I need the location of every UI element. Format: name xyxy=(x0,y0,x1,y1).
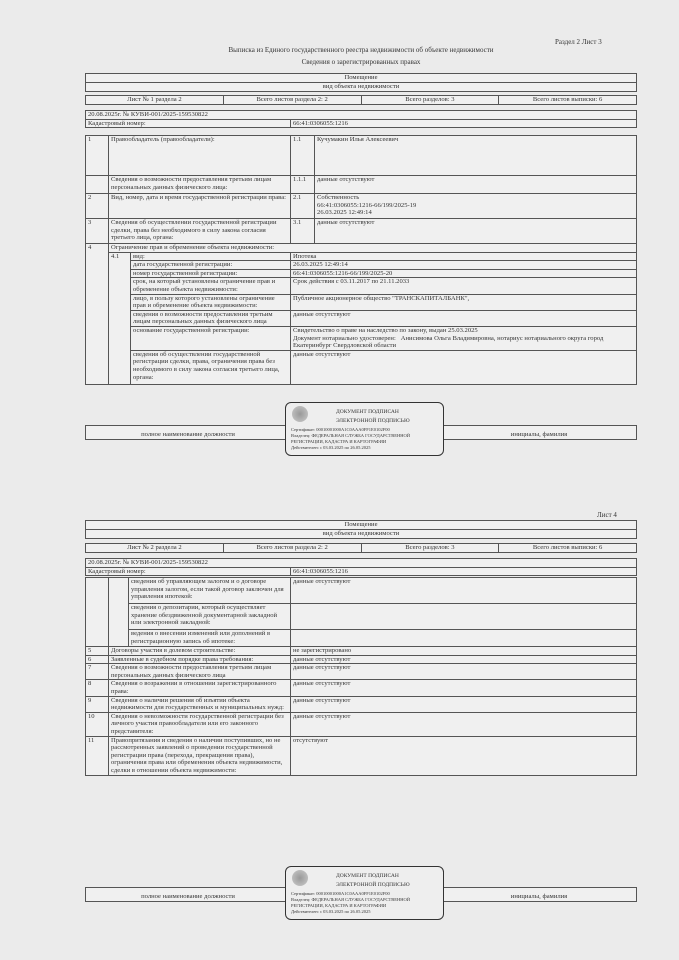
row-value: данные отсутствуют xyxy=(291,655,637,664)
coat-of-arms-icon xyxy=(292,406,308,422)
row-label: Правообладатель (правообладатели): xyxy=(109,136,291,176)
position-caption: полное наименование должности xyxy=(86,888,291,902)
stamp-owner2: РЕГИСТРАЦИИ, КАДАСТРА И КАРТОГРАФИИ xyxy=(291,439,387,444)
sheet-mark: Лист 4 xyxy=(597,511,617,519)
row-label: Сведения о наличии решения об изъятии объекта недвижимости для государственных и муниципальных нужд: xyxy=(109,696,291,712)
row-num: 7 xyxy=(86,664,109,680)
table-row xyxy=(86,680,637,696)
owner-name: Кучумакин Илья Алексеевич xyxy=(315,136,637,176)
cadastral-block xyxy=(85,558,637,576)
encumbrance-row xyxy=(86,604,637,630)
stamp-line2: ЭЛЕКТРОННОЙ ПОДПИСЬЮ xyxy=(336,418,410,424)
row-label: основание государственной регистрации: xyxy=(131,326,291,350)
table-row xyxy=(86,696,637,712)
date-number: 20.08.2025г. № КУВИ-001/2025-159530822 xyxy=(86,559,637,568)
object-type: Помещение xyxy=(86,74,637,83)
sheet-info-row xyxy=(85,543,637,553)
row-sub: 4.1 xyxy=(109,252,131,384)
row-value: не зарегистрировано xyxy=(291,647,637,656)
table-row xyxy=(86,655,637,664)
coat-of-arms-icon xyxy=(292,870,308,886)
table-row xyxy=(86,219,637,244)
object-type-caption: вид объекта недвижимости xyxy=(86,530,637,539)
row-label: номер государственной регистрации: xyxy=(131,269,291,278)
rights-table xyxy=(85,135,637,385)
row-value: Срок действия с 03.11.2017 по 21.11.2033 xyxy=(291,278,637,294)
table-row xyxy=(86,194,637,219)
notary-name: Анисимова Ольга Владимировна, нотариус нотариального округа город Екатеринбург Свердловской области xyxy=(293,334,604,350)
row-value: данные отсутствуют xyxy=(291,696,637,712)
encumbrance-row xyxy=(86,261,637,270)
total-sections: Всего разделов: 3 xyxy=(361,96,499,105)
encumbrance-row xyxy=(86,310,637,326)
encumbrance-row xyxy=(86,278,637,294)
row-label: Правопритязания и сведения о наличии поступивших, но не рассмотренных заявлений о проведении государственной регистрации права (перехода, прекращения права), ограничения права или обременения объекта недвижимости, сделки в отношении объекта недвижимости: xyxy=(109,736,291,775)
row-label: сведения об осуществлении государственной регистрации сделки, права, ограничения права без необходимого в силу закона согласия третьего лица, органа: xyxy=(131,350,291,384)
total-sheets: Всего листов выписки: 6 xyxy=(499,544,637,553)
table-row xyxy=(86,647,637,656)
rights-table-continued xyxy=(85,577,637,776)
row-sub: 2.1 xyxy=(291,194,315,219)
row-num: 11 xyxy=(86,736,109,775)
row-value xyxy=(291,326,637,350)
object-type: Помещение xyxy=(86,521,637,530)
sheet-number: Лист № 2 раздела 2 xyxy=(86,544,224,553)
row-num: 2 xyxy=(86,194,109,219)
encumbrance-row xyxy=(86,326,637,350)
cadastral-label: Кадастровый номер: xyxy=(86,119,291,128)
stamp-valid: Действителен: с 03.03.2025 по 26.05.2025 xyxy=(291,445,371,450)
row-label: Договоры участия в долевом строительстве: xyxy=(109,647,291,656)
initials-caption: инициалы, фамилия xyxy=(442,888,637,902)
stamp-owner2: РЕГИСТРАЦИИ, КАДАСТРА И КАРТОГРАФИИ xyxy=(291,903,387,908)
row-label: срок, на который установлены ограничение прав и обременение объекта недвижимости: xyxy=(131,278,291,294)
initials-caption: инициалы, фамилия xyxy=(442,426,637,440)
table-row xyxy=(86,736,637,775)
stamp-line2: ЭЛЕКТРОННОЙ ПОДПИСЬЮ xyxy=(336,882,410,888)
cadastral-value: 66:41:0306055:1216 xyxy=(291,119,637,128)
encumbrance-row xyxy=(86,630,637,647)
total-sheets: Всего листов выписки: 6 xyxy=(499,96,637,105)
stamp-cert: Сертификат: 00010001000A1C0AAA0FF1E0102F00 xyxy=(291,891,390,896)
document-title: Выписка из Единого государственного реестра недвижимости об объекте недвижимости xyxy=(228,46,494,54)
notary xyxy=(293,335,634,350)
row-num: 9 xyxy=(86,696,109,712)
row-num: 4 xyxy=(86,244,109,385)
stamp-owner: Владелец: ФЕДЕРАЛЬНАЯ СЛУЖБА ГОСУДАРСТВЕННОЙ xyxy=(291,433,411,438)
row-num: 5 xyxy=(86,647,109,656)
row-label: сведения об управляющем залогом и о договоре управления залогом, если такой договор заключен для управления ипотекой: xyxy=(129,578,291,604)
stamp-line1: ДОКУМЕНТ ПОДПИСАН xyxy=(336,873,399,879)
row-sub: 1.1.1 xyxy=(291,176,315,194)
row-num: 1 xyxy=(86,136,109,176)
table-row xyxy=(86,664,637,680)
basis-doc: Свидетельство о праве на наследство по закону, выдан 25.03.2025 xyxy=(293,326,478,334)
row-value: отсутствуют xyxy=(291,736,637,775)
sheet-info-row xyxy=(85,95,637,105)
row-sub: 3.1 xyxy=(291,219,315,244)
right-type: Собственность xyxy=(317,194,360,201)
cadastral-block xyxy=(85,110,637,128)
stamp-line1: ДОКУМЕНТ ПОДПИСАН xyxy=(336,409,399,415)
row-value: данные отсутствуют xyxy=(291,664,637,680)
row-num: 3 xyxy=(86,219,109,244)
stamp-valid: Действителен: с 03.03.2025 по 26.05.2025 xyxy=(291,909,371,914)
row-sub: 1.1 xyxy=(291,136,315,176)
row-value: 66:41:0306055:1216-66/199/2025-20 xyxy=(291,269,637,278)
row-value: данные отсутствуют xyxy=(291,680,637,696)
row-value: данные отсутствуют xyxy=(291,578,637,604)
row-label: Заявленные в судебном порядке права требования: xyxy=(109,655,291,664)
section-sheets: Всего листов раздела 2: 2 xyxy=(223,544,361,553)
row-value: данные отсутствуют xyxy=(315,176,637,194)
encumbrance-row xyxy=(86,252,637,261)
row-num: 6 xyxy=(86,655,109,664)
row-label: сведения о депозитарии, который осуществляет хранение обездвиженной документарной закладной или электронной закладной: xyxy=(129,604,291,630)
row-label: сведения о возможности предоставления третьим лицам персональных данных физического лица xyxy=(131,310,291,326)
cadastral-value: 66:41:0306055:1216 xyxy=(291,567,637,576)
cadastral-label: Кадастровый номер: xyxy=(86,567,291,576)
object-type-caption: вид объекта недвижимости xyxy=(86,83,637,92)
e-signature-stamp xyxy=(285,866,444,920)
object-type-header xyxy=(85,73,637,92)
registration-number: 66:41:0306055:1216-66/199/2025-19 xyxy=(317,201,417,209)
row-num: 10 xyxy=(86,712,109,736)
row-num: 8 xyxy=(86,680,109,696)
row-value: Публичное акционерное общество "ТРАНСКАПИТАЛБАНК", xyxy=(291,294,637,310)
e-signature-stamp xyxy=(285,402,444,456)
row-label: ведения о внесении изменений или дополнений в регистрационную запись об ипотеке: xyxy=(129,630,291,647)
total-sections: Всего разделов: 3 xyxy=(361,544,499,553)
row-label: Сведения об осуществлении государственной регистрации сделки, права без необходимого в силу закона согласия третьего лица, органа: xyxy=(109,219,291,244)
row-value: данные отсутствуют xyxy=(291,310,637,326)
row-label: вид: xyxy=(131,252,291,261)
empty-cell xyxy=(86,578,109,647)
row-label: Сведения о невозможности государственной регистрации без личного участия правообладателя или его законного представителя: xyxy=(109,712,291,736)
row-label: Сведения о возможности предоставления третьим лицам персональных данных физического лица xyxy=(109,664,291,680)
row-value: Ипотека xyxy=(291,252,637,261)
row-value xyxy=(291,604,637,630)
table-row xyxy=(86,136,637,176)
notary-label: Документ нотариально удостоверен: xyxy=(293,334,396,342)
stamp-cert: Сертификат: 00010001000A1C0AAA0FF1E0102F00 xyxy=(291,427,390,432)
row-value xyxy=(291,630,637,647)
stamp-owner: Владелец: ФЕДЕРАЛЬНАЯ СЛУЖБА ГОСУДАРСТВЕННОЙ xyxy=(291,897,411,902)
encumbrance-row xyxy=(86,350,637,384)
row-value: данные отсутствуют xyxy=(315,219,637,244)
sheet-number: Лист № 1 раздела 2 xyxy=(86,96,224,105)
row-label: Вид, номер, дата и время государственной регистрации права: xyxy=(109,194,291,219)
section-sheets: Всего листов раздела 2: 2 xyxy=(223,96,361,105)
encumbrance-row xyxy=(86,269,637,278)
row-label: дата государственной регистрации: xyxy=(131,261,291,270)
date-number: 20.08.2025г. № КУВИ-001/2025-159530822 xyxy=(86,111,637,120)
row-value: данные отсутствуют xyxy=(291,712,637,736)
object-type-header xyxy=(85,520,637,539)
document-subtitle: Сведения о зарегистрированных правах xyxy=(301,58,421,66)
sheet-mark: Раздел 2 Лист 3 xyxy=(555,38,602,46)
registration-date: 26.03.2025 12:49:14 xyxy=(317,209,372,217)
empty-cell xyxy=(109,578,129,647)
row-label: Сведения о возможности предоставления третьим лицам персональных данных физического лица: xyxy=(109,176,291,194)
row-value xyxy=(315,194,637,219)
table-row xyxy=(86,176,637,194)
row-label: лицо, в пользу которого установлены ограничение прав и обременение объекта недвижимости: xyxy=(131,294,291,310)
position-caption: полное наименование должности xyxy=(86,426,291,440)
row-num xyxy=(86,176,109,194)
encumbrance-row xyxy=(86,578,637,604)
row-value: 26.03.2025 12:49:14 xyxy=(291,261,637,270)
table-row xyxy=(86,712,637,736)
table-row xyxy=(86,244,637,253)
encumbrance-row xyxy=(86,294,637,310)
row-label: Сведения о возражении в отношении зарегистрированного права: xyxy=(109,680,291,696)
row-value: данные отсутствуют xyxy=(291,350,637,384)
row-label: Ограничение прав и обременение объекта недвижимости: xyxy=(109,244,637,253)
